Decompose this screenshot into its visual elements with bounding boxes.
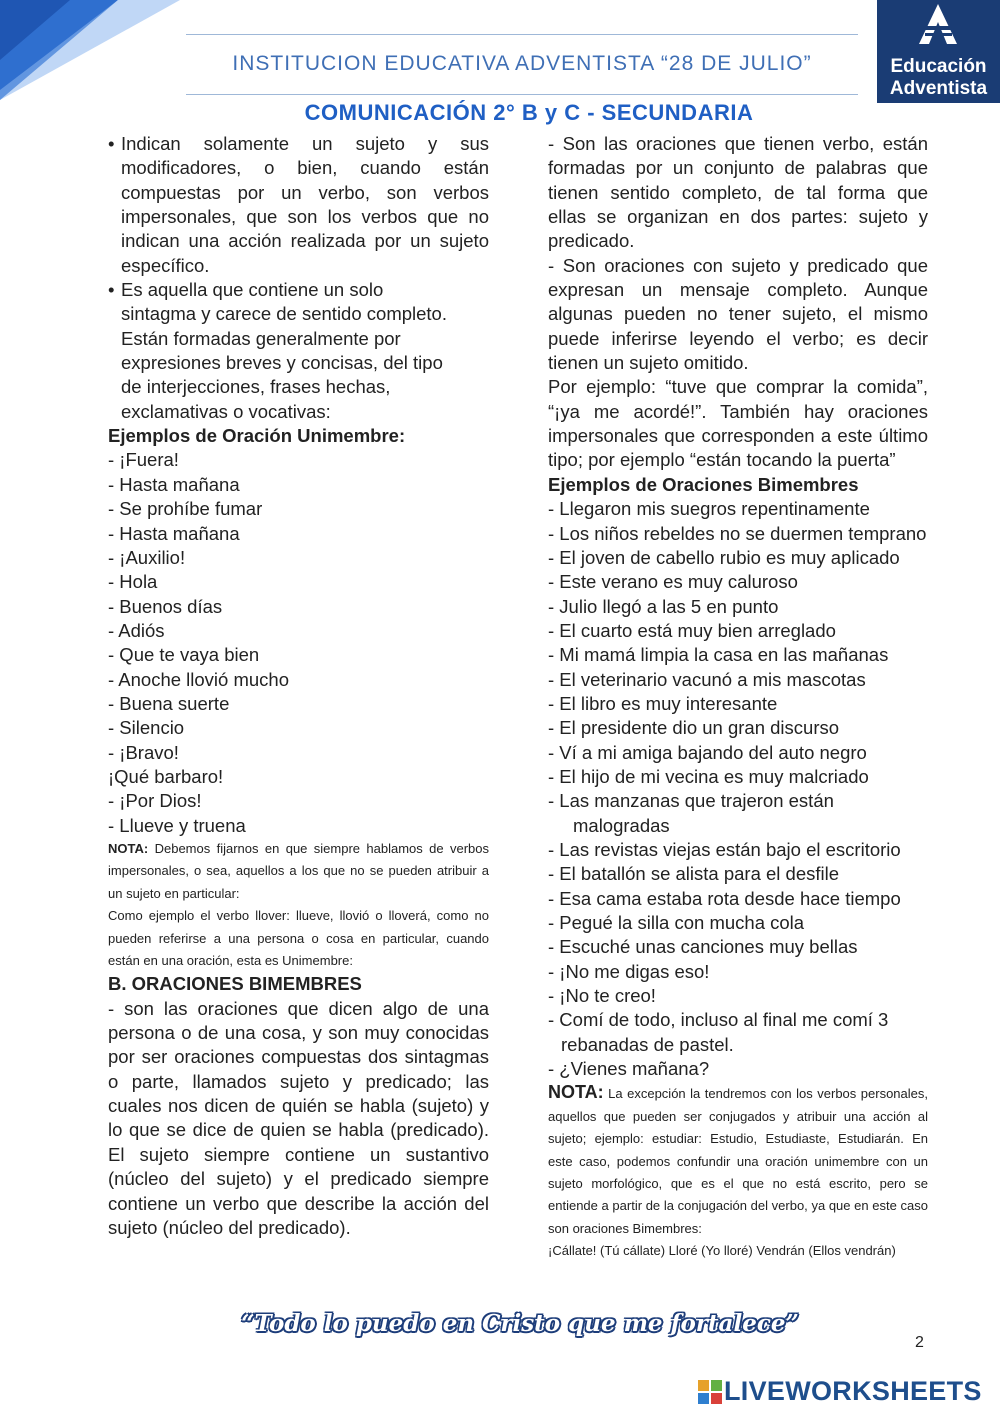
right-column (548, 132, 928, 1263)
list-item: - Buena suerte (108, 692, 230, 714)
list-item: - Las manzanas que trajeron están malogradas (548, 790, 834, 836)
bullet-line: • Es aquella que contiene un solo (121, 279, 384, 301)
bullet-line: exclamativas o vocativas: (121, 400, 331, 422)
adventist-logo-icon (877, 0, 1000, 46)
list-item: - ¿Vienes mañana? (548, 1058, 710, 1080)
list-item: - Hasta mañana (108, 522, 240, 544)
list-item: - Pegué la silla con mucha cola (548, 912, 805, 933)
education-logo (877, 0, 1000, 103)
list-item: - Julio llegó a las 5 en punto (548, 595, 779, 617)
liveworksheets-brand[interactable]: LIVEWORKSHEETS (724, 1376, 982, 1406)
section-b-heading: B. ORACIONES BIMEMBRES (108, 973, 362, 995)
list-item: - Comí de todo, incluso al final me comí 3 rebanadas de pastel. (548, 1009, 889, 1055)
list-item: - El hijo de mi vecina es muy malcriado (548, 765, 869, 787)
bimembre-paragraph-1: - Son las oraciones que tienen verbo, están formadas por un conjunto de palabras que tienen sentido completo, de tal forma que ellas se organizan en dos partes: sujeto y predicado. (548, 133, 928, 252)
list-item: - Ví a mi amiga bajando del auto negro (548, 741, 867, 763)
bimembre-paragraph-3: Por ejemplo: “tuve que comprar la comida”, “¡ya me acordé!”. También hay oraciones impersonales que corresponden a este último tipo; por ejemplo “están tocando la puerta” (548, 376, 928, 471)
unimembre-note-example: Como ejemplo el verbo llover: llueve, llovió o lloverá, como no pueden referirse a una persona o cosa en particular, cuando están en una oración, esta es Unimembre: (108, 908, 489, 968)
list-item: - El joven de cabello rubio es muy aplicado (548, 546, 900, 568)
list-item: - Mi mamá limpia la casa en las mañanas (548, 644, 889, 666)
list-item: - El libro es muy interesante (548, 692, 778, 714)
unimembre-note (108, 838, 489, 905)
note-label: NOTA: (108, 840, 149, 856)
note-text: Debemos fijarnos en que siempre hablamos de verbos impersonales, o sea, aquellos a los que no se pueden atribuir a un sujeto en particular: (108, 840, 489, 901)
list-item: - Se prohíbe fumar (108, 498, 263, 520)
list-item: - El veterinario vacunó a mis mascotas (548, 668, 866, 690)
list-item: - ¡Fuera! (108, 449, 179, 471)
school-name: INSTITUCION EDUCATIVA ADVENTISTA “28 DE JULIO” (232, 52, 812, 75)
list-item: - Hola (108, 571, 158, 593)
course-title: COMUNICACIÓN 2° B y C - SECUNDARIA (304, 100, 754, 125)
page-number: 2 (915, 1334, 924, 1351)
list-item: - Silencio (108, 717, 185, 739)
liveworksheets-logo-icon (697, 1378, 723, 1406)
bullet-line: de interjecciones, frases hechas, (121, 376, 391, 398)
list-item: - ¡Por Dios! (108, 790, 202, 812)
list-item: - Que te vaya bien (108, 644, 260, 666)
list-item: - Este verano es muy caluroso (548, 571, 798, 593)
list-item: - Las revistas viejas están bajo el escritorio (548, 838, 901, 860)
list-item: - El cuarto está muy bien arreglado (548, 619, 836, 641)
bullet-line: Están formadas generalmente por (121, 327, 401, 349)
bullet-item: • Indican solamente un sujeto y sus modificadores, o bien, cuando están compuestas por un verbo, son verbos impersonales, que son los verbos que no indican una acción realizada por un sujeto específico. (108, 132, 489, 278)
left-column (108, 132, 489, 1240)
section-b-definition: - son las oraciones que dicen algo de una persona o de una cosa, y son muy conocidas por ser oraciones compuestas dos sintagmas o parte, llamados sujeto y predicado; las cuales nos dicen de quién se habla (sujeto) y lo que se dice de quien se habla (predicado). El sujeto siempre contiene un sustantivo (núcleo del sujeto) y el predicado siempre contiene un verbo que describe la acción del sujeto (núcleo del predicado). (108, 997, 489, 1238)
list-item: - El presidente dio un gran discurso (548, 717, 840, 739)
unimembre-examples-list (108, 448, 489, 838)
list-item: - El batallón se alista para el desfile (548, 863, 840, 885)
bullet-line: expresiones breves y concisas, del tipo (121, 352, 443, 374)
list-item: - Adiós (108, 619, 165, 641)
bullet-item (108, 278, 489, 424)
list-item: - Hasta mañana (108, 473, 240, 495)
bimembre-note-examples: ¡Cállate! (Tú cállate) Lloré (Yo lloré) Vendrán (Ellos vendrán) (548, 1243, 896, 1259)
bimembre-paragraph-2: - Son oraciones con sujeto y predicado que expresan un mensaje completo. Aunque algunas pueden no tener sujeto, el mismo puede inferirse leyendo el verbo; es decir tienen un sujeto omitido. (548, 254, 928, 374)
note-label: NOTA: (548, 1082, 604, 1103)
list-item: ¡Qué barbaro! (108, 765, 224, 787)
bimembre-note (548, 1081, 928, 1240)
bimembre-examples-list (548, 497, 928, 1081)
note-text: La excepción la tendremos con los verbos personales, aquellos que pueden ser conjugados y atribuir una acción al sujeto; ejemplo: estudiar: Estudio, Estudiaste, Estudiarán. En este caso, podemos confundir una oración unimembre con un sujeto morfológico, que es el que no está escrito, pero se entiende a partir de la conjugación del verbo, ya que en este caso son oraciones Bimembres: (548, 1086, 928, 1236)
list-item: - Esa cama estaba rota desde hace tiempo (548, 887, 901, 909)
list-item: - ¡Auxilio! (108, 546, 186, 568)
bullet-line: sintagma y carece de sentido completo. (121, 303, 447, 325)
list-item: - Llueve y truena (108, 814, 246, 836)
list-item: - Buenos días (108, 595, 223, 617)
list-item: - Llegaron mis suegros repentinamente (548, 498, 870, 520)
unimembre-examples-heading: Ejemplos de Oración Unimembre: (108, 425, 406, 447)
list-item: - Anoche llovió mucho (108, 668, 289, 690)
logo-line-1: Educación (890, 56, 987, 77)
bimembre-examples-heading: Ejemplos de Oraciones Bimembres (548, 473, 859, 495)
header-corner-decoration (0, 0, 180, 105)
footer-motto: “Todo lo puedo en Cristo que me fortalece” (241, 1310, 799, 1337)
list-item: - ¡No me digas eso! (548, 960, 710, 982)
list-item: - Los niños rebeldes no se duermen temprano (548, 522, 927, 544)
header-bottom-rule (186, 94, 858, 95)
list-item: - ¡No te creo! (548, 985, 656, 1007)
header-top-rule (186, 34, 858, 35)
logo-line-2: Adventista (889, 78, 988, 99)
list-item: - ¡Bravo! (108, 741, 179, 763)
list-item: - Escuché unas canciones muy bellas (548, 936, 858, 958)
